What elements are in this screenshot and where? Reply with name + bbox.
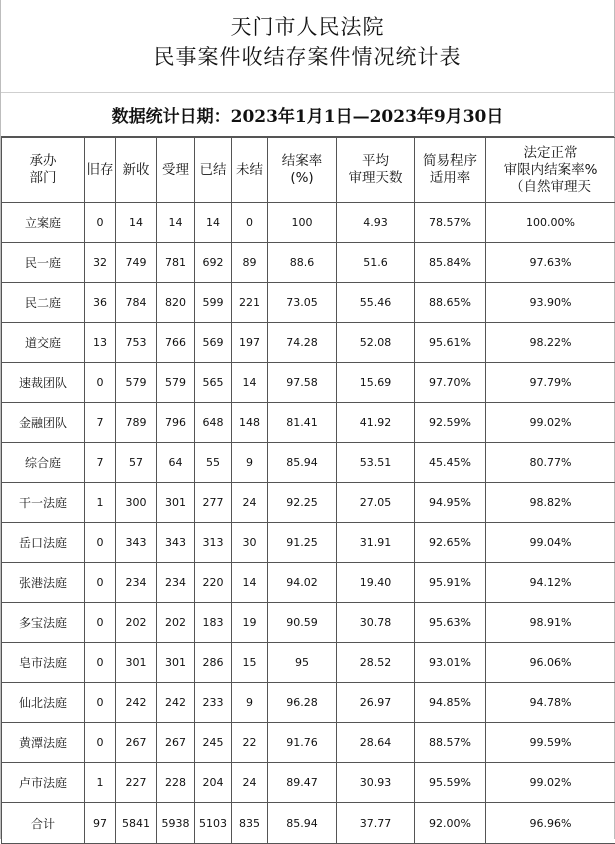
cell-avg-days: 28.64 — [337, 723, 415, 763]
header-line: 新收 — [116, 162, 156, 179]
cell-avg-days: 52.08 — [337, 323, 415, 363]
cell-avg-days: 26.97 — [337, 683, 415, 723]
cell-legal-rate: 98.91% — [486, 603, 615, 643]
cell-rate: 100 — [268, 203, 337, 243]
header-line: 部门 — [2, 170, 84, 187]
cell-legal-rate: 98.82% — [486, 483, 615, 523]
cell-closed: 565 — [195, 363, 232, 403]
cell-avg-days: 51.6 — [337, 243, 415, 283]
cell-old: 7 — [85, 443, 116, 483]
cell-dept: 立案庭 — [2, 203, 85, 243]
cell-pending: 14 — [232, 363, 268, 403]
cell-new: 300 — [116, 483, 157, 523]
cell-dept: 多宝法庭 — [2, 603, 85, 643]
cell-legal-rate: 99.04% — [486, 523, 615, 563]
cell-avg-days: 15.69 — [337, 363, 415, 403]
cell-accepted: 267 — [157, 723, 195, 763]
cell-old: 0 — [85, 723, 116, 763]
cell-dept: 道交庭 — [2, 323, 85, 363]
table-row — [2, 243, 615, 283]
header-line: 简易程序 — [415, 153, 485, 170]
table-row — [2, 683, 615, 723]
cell-avg-days: 28.52 — [337, 643, 415, 683]
cell-simple-rate: 45.45% — [415, 443, 486, 483]
cell-old: 36 — [85, 283, 116, 323]
cell-new: 242 — [116, 683, 157, 723]
cell-closed: 55 — [195, 443, 232, 483]
cell-accepted: 301 — [157, 643, 195, 683]
cell-accepted: 234 — [157, 563, 195, 603]
header-line: 适用率 — [415, 170, 485, 187]
cell-simple-rate: 94.85% — [415, 683, 486, 723]
court-name: 天门市人民法院 — [1, 12, 614, 42]
cell-accepted: 579 — [157, 363, 195, 403]
cell-closed: 569 — [195, 323, 232, 363]
cell-old: 97 — [85, 803, 116, 844]
cell-rate: 96.28 — [268, 683, 337, 723]
cell-avg-days: 55.46 — [337, 283, 415, 323]
cell-legal-rate: 96.96% — [486, 803, 615, 844]
cell-pending: 19 — [232, 603, 268, 643]
cell-accepted: 781 — [157, 243, 195, 283]
cell-new: 784 — [116, 283, 157, 323]
header-rate — [268, 138, 337, 203]
cell-accepted: 820 — [157, 283, 195, 323]
cell-simple-rate: 78.57% — [415, 203, 486, 243]
header-row — [2, 138, 615, 203]
cell-legal-rate: 97.79% — [486, 363, 615, 403]
cell-pending: 197 — [232, 323, 268, 363]
header-line: 平均 — [337, 153, 414, 170]
cell-pending: 24 — [232, 483, 268, 523]
header-line: 法定正常 — [486, 145, 615, 162]
cell-legal-rate: 93.90% — [486, 283, 615, 323]
cell-legal-rate: 96.06% — [486, 643, 615, 683]
header-accepted — [157, 138, 195, 203]
cell-dept: 综合庭 — [2, 443, 85, 483]
cell-simple-rate: 88.65% — [415, 283, 486, 323]
cell-rate: 85.94 — [268, 443, 337, 483]
cell-simple-rate: 94.95% — [415, 483, 486, 523]
cell-rate: 88.6 — [268, 243, 337, 283]
cell-accepted: 242 — [157, 683, 195, 723]
cell-pending: 148 — [232, 403, 268, 443]
header-line: 结案率 — [268, 153, 336, 170]
cell-dept: 民一庭 — [2, 243, 85, 283]
cell-new: 579 — [116, 363, 157, 403]
cell-new: 301 — [116, 643, 157, 683]
cell-avg-days: 37.77 — [337, 803, 415, 844]
cell-dept: 合计 — [2, 803, 85, 844]
header-line: 旧存 — [85, 162, 115, 179]
cell-rate: 97.58 — [268, 363, 337, 403]
cell-closed: 14 — [195, 203, 232, 243]
cell-pending: 89 — [232, 243, 268, 283]
cell-rate: 85.94 — [268, 803, 337, 844]
cell-pending: 9 — [232, 683, 268, 723]
cell-dept: 卢市法庭 — [2, 763, 85, 803]
cell-avg-days: 30.78 — [337, 603, 415, 643]
cell-dept: 张港法庭 — [2, 563, 85, 603]
table-title: 民事案件收结存案件情况统计表 — [1, 42, 614, 72]
cell-rate: 90.59 — [268, 603, 337, 643]
cell-closed: 286 — [195, 643, 232, 683]
cell-old: 0 — [85, 203, 116, 243]
cell-legal-rate: 80.77% — [486, 443, 615, 483]
cell-rate: 95 — [268, 643, 337, 683]
cell-closed: 5103 — [195, 803, 232, 844]
cell-closed: 277 — [195, 483, 232, 523]
cell-closed: 648 — [195, 403, 232, 443]
cell-legal-rate: 100.00% — [486, 203, 615, 243]
cell-avg-days: 27.05 — [337, 483, 415, 523]
cell-old: 0 — [85, 683, 116, 723]
cell-new: 57 — [116, 443, 157, 483]
cell-accepted: 64 — [157, 443, 195, 483]
cell-pending: 22 — [232, 723, 268, 763]
header-legal-rate — [486, 138, 615, 203]
title-block — [1, 0, 614, 93]
cell-accepted: 301 — [157, 483, 195, 523]
cell-accepted: 343 — [157, 523, 195, 563]
cell-closed: 692 — [195, 243, 232, 283]
cell-dept: 黄潭法庭 — [2, 723, 85, 763]
cell-dept: 速裁团队 — [2, 363, 85, 403]
cell-pending: 15 — [232, 643, 268, 683]
cell-legal-rate: 94.12% — [486, 563, 615, 603]
cell-new: 14 — [116, 203, 157, 243]
header-closed — [195, 138, 232, 203]
header-simple-rate — [415, 138, 486, 203]
cell-dept: 皂市法庭 — [2, 643, 85, 683]
table-row — [2, 443, 615, 483]
cell-new: 343 — [116, 523, 157, 563]
cell-rate: 91.76 — [268, 723, 337, 763]
table-body — [2, 203, 615, 844]
cell-old: 0 — [85, 563, 116, 603]
date-range: 数据统计日期：2023年1月1日—2023年9月30日 — [1, 93, 614, 137]
table-row — [2, 363, 615, 403]
cell-accepted: 5938 — [157, 803, 195, 844]
cell-dept: 金融团队 — [2, 403, 85, 443]
cell-legal-rate: 98.22% — [486, 323, 615, 363]
cell-dept: 民二庭 — [2, 283, 85, 323]
header-dept — [2, 138, 85, 203]
header-line: 审理天数 — [337, 170, 414, 187]
cell-old: 1 — [85, 483, 116, 523]
cell-rate: 94.02 — [268, 563, 337, 603]
cell-old: 0 — [85, 603, 116, 643]
cell-new: 789 — [116, 403, 157, 443]
cell-legal-rate: 97.63% — [486, 243, 615, 283]
cell-legal-rate: 99.02% — [486, 763, 615, 803]
cell-pending: 835 — [232, 803, 268, 844]
cell-new: 749 — [116, 243, 157, 283]
cell-dept: 仙北法庭 — [2, 683, 85, 723]
cell-simple-rate: 88.57% — [415, 723, 486, 763]
table-row — [2, 643, 615, 683]
cell-accepted: 202 — [157, 603, 195, 643]
cell-avg-days: 30.93 — [337, 763, 415, 803]
cell-rate: 74.28 — [268, 323, 337, 363]
cell-pending: 9 — [232, 443, 268, 483]
header-pending — [232, 138, 268, 203]
cell-avg-days: 53.51 — [337, 443, 415, 483]
cell-rate: 73.05 — [268, 283, 337, 323]
cell-closed: 245 — [195, 723, 232, 763]
table-row — [2, 283, 615, 323]
cell-simple-rate: 85.84% — [415, 243, 486, 283]
cell-simple-rate: 92.59% — [415, 403, 486, 443]
cell-old: 7 — [85, 403, 116, 443]
cell-simple-rate: 93.01% — [415, 643, 486, 683]
table-row — [2, 483, 615, 523]
cell-dept: 干一法庭 — [2, 483, 85, 523]
cell-pending: 14 — [232, 563, 268, 603]
table-row — [2, 723, 615, 763]
cell-new: 202 — [116, 603, 157, 643]
cell-avg-days: 41.92 — [337, 403, 415, 443]
table-row — [2, 323, 615, 363]
cell-old: 0 — [85, 523, 116, 563]
table-row — [2, 563, 615, 603]
cell-legal-rate: 94.78% — [486, 683, 615, 723]
cell-new: 267 — [116, 723, 157, 763]
cell-avg-days: 4.93 — [337, 203, 415, 243]
cell-rate: 91.25 — [268, 523, 337, 563]
cell-pending: 24 — [232, 763, 268, 803]
header-avg-days — [337, 138, 415, 203]
cell-avg-days: 19.40 — [337, 563, 415, 603]
table-row — [2, 403, 615, 443]
total-row — [2, 803, 615, 844]
header-line: 已结 — [195, 162, 231, 179]
cell-accepted: 228 — [157, 763, 195, 803]
cell-closed: 204 — [195, 763, 232, 803]
cell-pending: 30 — [232, 523, 268, 563]
cell-rate: 89.47 — [268, 763, 337, 803]
cell-closed: 183 — [195, 603, 232, 643]
cell-rate: 81.41 — [268, 403, 337, 443]
header-line: 审限内结案率% — [486, 162, 615, 179]
header-old — [85, 138, 116, 203]
cell-accepted: 766 — [157, 323, 195, 363]
cell-simple-rate: 95.61% — [415, 323, 486, 363]
cell-legal-rate: 99.59% — [486, 723, 615, 763]
statistics-table — [1, 137, 615, 844]
cell-closed: 313 — [195, 523, 232, 563]
table-row — [2, 603, 615, 643]
cell-old: 1 — [85, 763, 116, 803]
header-line: 受理 — [157, 162, 194, 179]
table-row — [2, 203, 615, 243]
cell-rate: 92.25 — [268, 483, 337, 523]
table-row — [2, 763, 615, 803]
cell-simple-rate: 95.91% — [415, 563, 486, 603]
cell-accepted: 14 — [157, 203, 195, 243]
cell-avg-days: 31.91 — [337, 523, 415, 563]
cell-simple-rate: 92.00% — [415, 803, 486, 844]
cell-simple-rate: 92.65% — [415, 523, 486, 563]
cell-new: 234 — [116, 563, 157, 603]
cell-pending: 0 — [232, 203, 268, 243]
cell-new: 5841 — [116, 803, 157, 844]
cell-closed: 233 — [195, 683, 232, 723]
header-line: 承办 — [2, 153, 84, 170]
cell-new: 227 — [116, 763, 157, 803]
cell-old: 0 — [85, 363, 116, 403]
cell-new: 753 — [116, 323, 157, 363]
header-line: 未结 — [232, 162, 267, 179]
cell-pending: 221 — [232, 283, 268, 323]
cell-closed: 599 — [195, 283, 232, 323]
cell-old: 0 — [85, 643, 116, 683]
table-row — [2, 523, 615, 563]
cell-simple-rate: 97.70% — [415, 363, 486, 403]
cell-dept: 岳口法庭 — [2, 523, 85, 563]
header-line: (%) — [268, 170, 336, 187]
cell-closed: 220 — [195, 563, 232, 603]
cell-simple-rate: 95.63% — [415, 603, 486, 643]
cell-simple-rate: 95.59% — [415, 763, 486, 803]
cell-old: 13 — [85, 323, 116, 363]
cell-old: 32 — [85, 243, 116, 283]
cell-legal-rate: 99.02% — [486, 403, 615, 443]
cell-accepted: 796 — [157, 403, 195, 443]
header-line: （自然审理天 — [486, 179, 615, 196]
header-new — [116, 138, 157, 203]
